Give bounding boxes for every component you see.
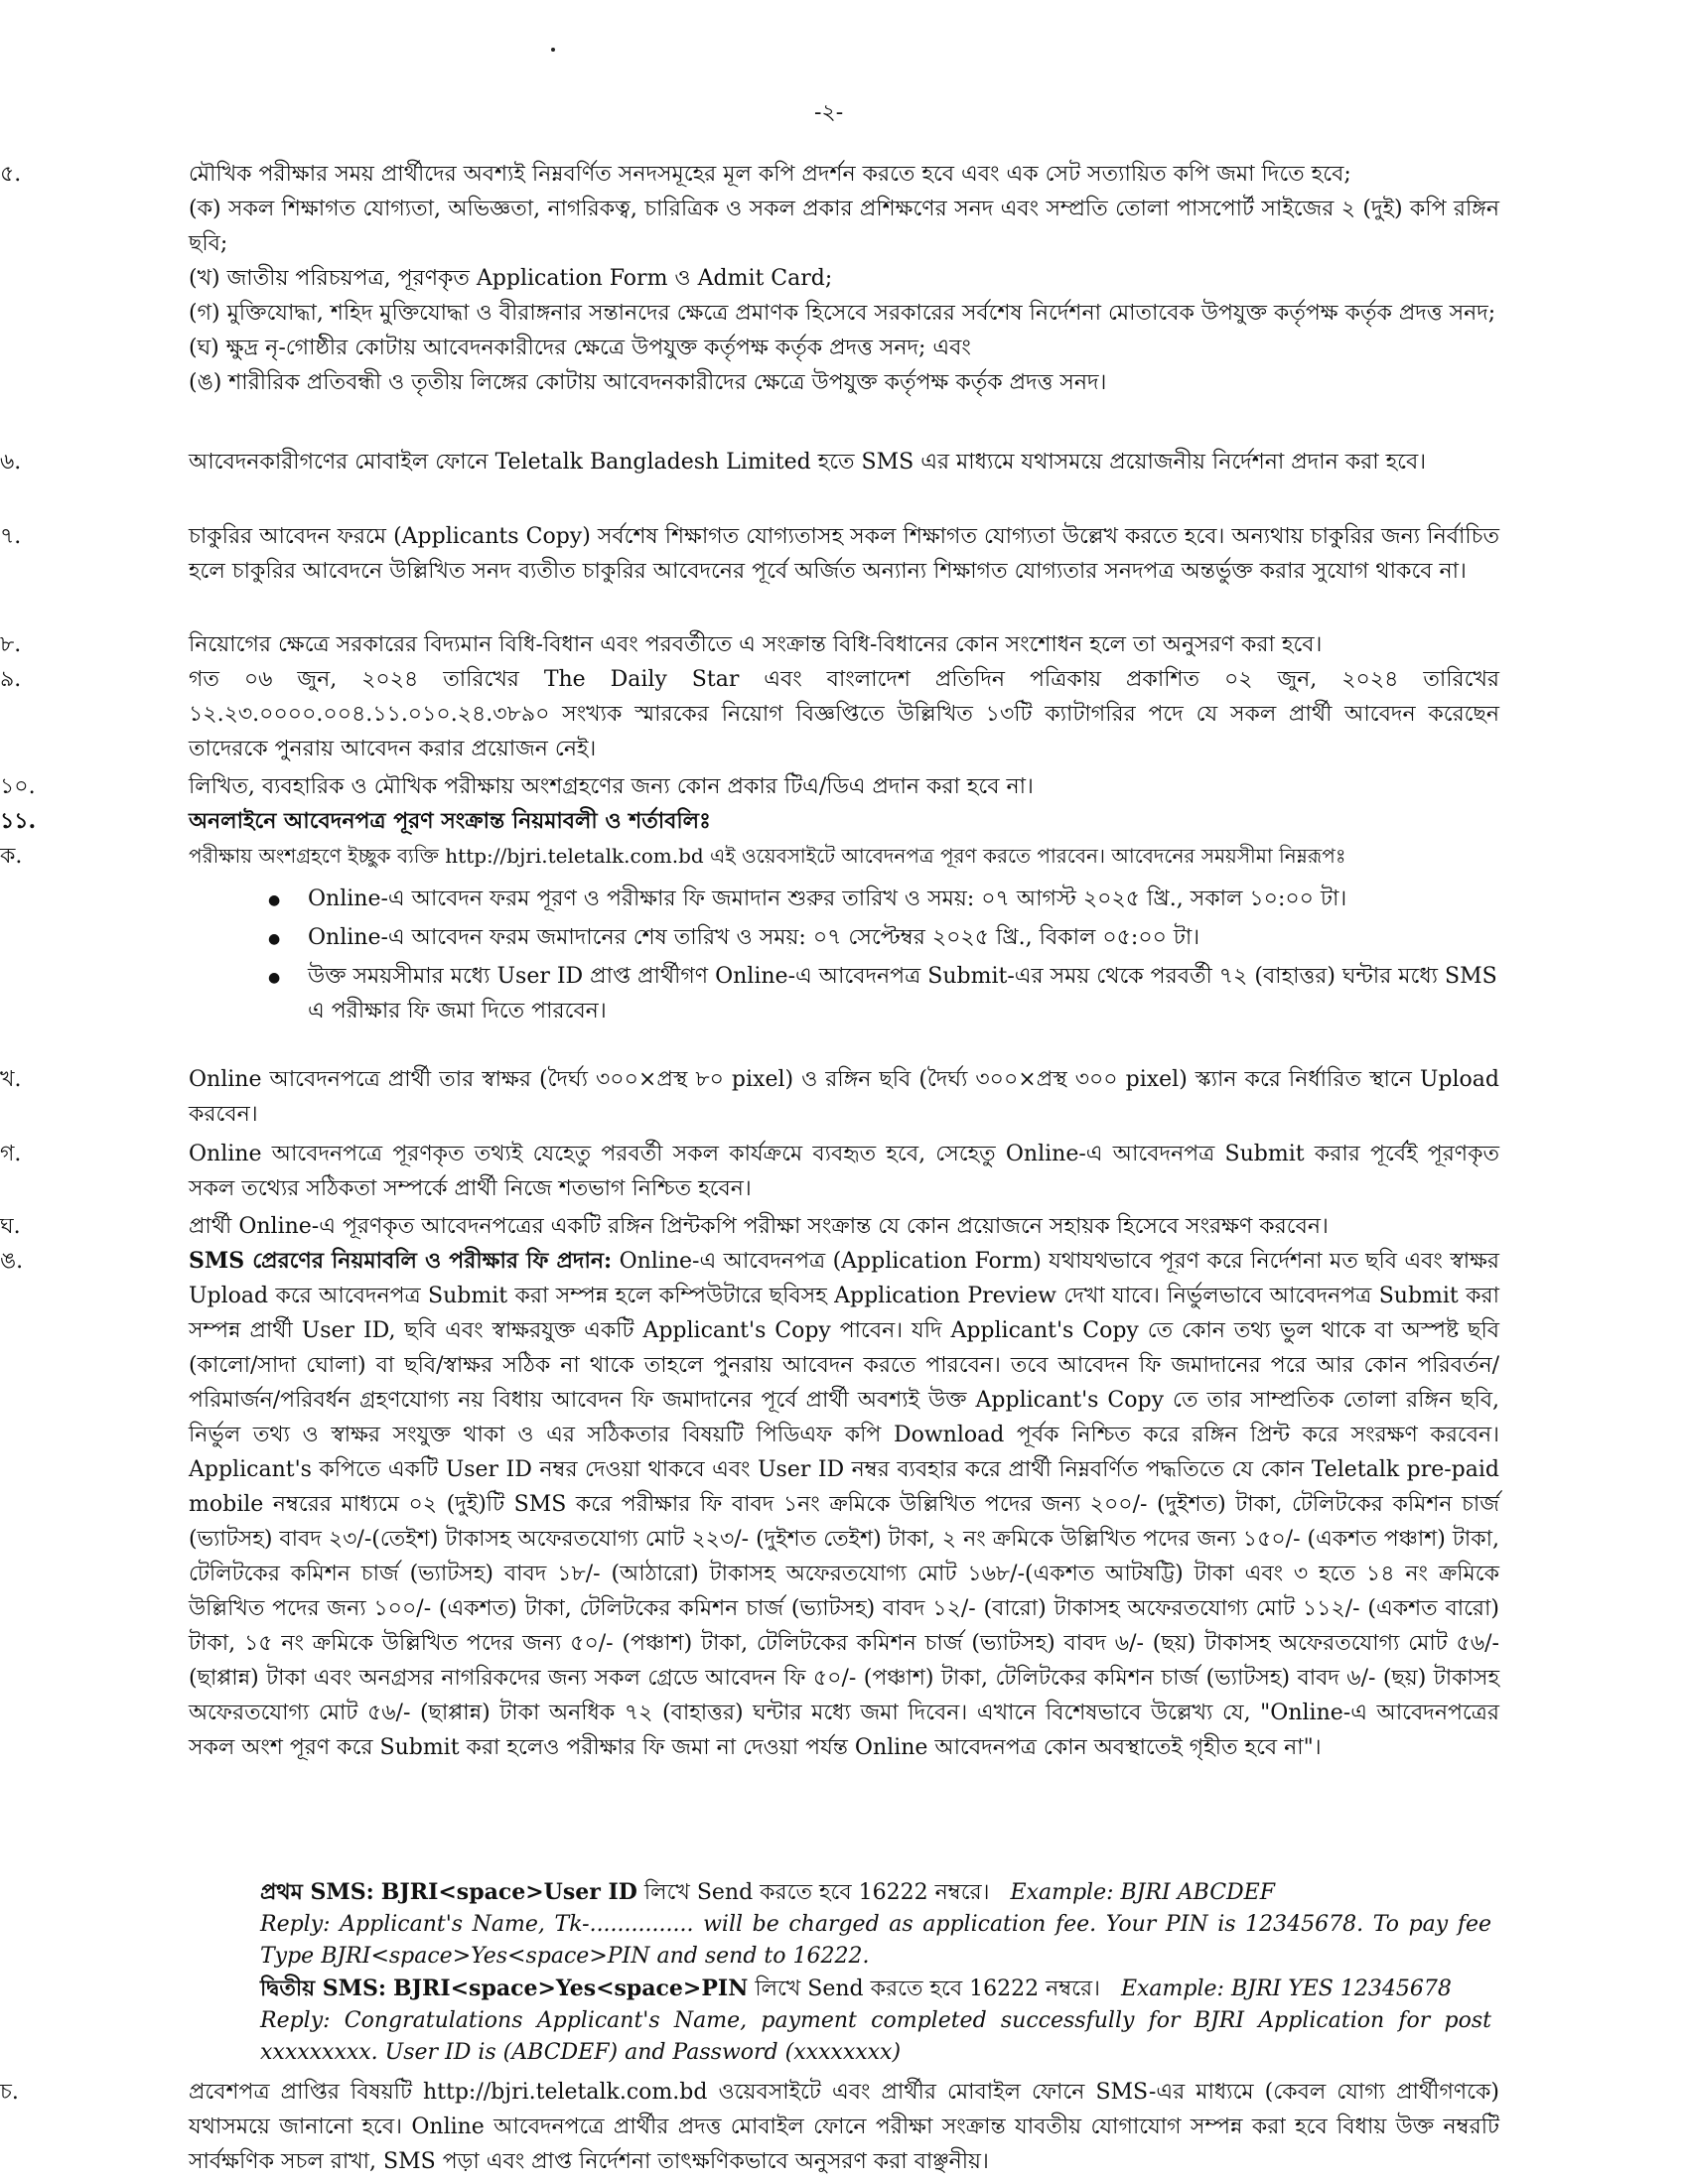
sms-second [260, 1973, 1491, 2005]
item-5-a: (ক) সকল শিক্ষাগত যোগ্যতা, অভিজ্ঞতা, নাগরিকত্ব, চারিত্রিক ও সকল প্রকার প্রশিক্ষণের সনদ এবং সম্প্রতি তোলা পাসপোর্ট সাইজের ২ (দুই) কপি রঙ্গিন ছবি; [189, 197, 1499, 256]
item-10-number: ১০. [0, 774, 36, 799]
item-8-number: ৮. [0, 632, 22, 657]
item-kha-text: Online আবেদনপত্রে প্রার্থী তার স্বাক্ষর (দৈর্ঘ্য ৩০০×প্রস্থ ৮০ pixel) ও রঙ্গিন ছবি (দৈর্ঘ্য ৩০০×প্রস্থ ৩০০ pixel) স্ক্যান করে নির্ধারিত স্থানে Upload করবেন। [189, 1067, 1499, 1127]
item-9 [0, 662, 1499, 766]
page-number: -২- [814, 100, 844, 125]
sms-first-reply: Reply: Applicant's Name, Tk-............... will be charged as application fee. Your PIN is 12345678. To pay fee Type BJRI<space>Yes<space>PIN and send to 16222. [260, 1912, 1491, 1969]
sms-first-command: BJRI<space>User ID [380, 1879, 637, 1905]
item-5-c: (গ) মুক্তিযোদ্ধা, শহিদ মুক্তিযোদ্ধা ও বীরাঙ্গনার সন্তানদের ক্ষেত্রে প্রমাণক হিসেবে সরকারের সর্বশেষ নির্দেশনা মোতাবেক উপযুক্ত কর্তৃপক্ষ কর্তৃক প্রদত্ত সনদ; [189, 301, 1496, 326]
item-11 [0, 804, 1499, 839]
item-gha-text: প্রার্থী Online-এ পূরণকৃত আবেদনপত্রের একটি রঙ্গিন প্রিন্টকপি পরীক্ষা সংক্রান্ত যে কোন প্রয়োজনে সহায়ক হিসেবে সংরক্ষণ করবেন। [189, 1214, 1329, 1239]
sms-second-command: BJRI<space>Yes<space>PIN [393, 1976, 749, 2001]
item-cha-text: প্রবেশপত্র প্রাপ্তির বিষয়টি http://bjri.teletalk.com.bd ওয়েবসাইটে এবং প্রার্থীর মোবাইল ফোনে SMS-এর মাধ্যমে (কেবল যোগ্য প্রার্থীগণকে) যথাসময়ে জানানো হবে। Online আবেদনপত্রে প্রার্থীর প্রদত্ত মোবাইল ফোনে পরীক্ষা সংক্রান্ত যাবতীয় যোগাযোগ সম্পন্ন করা হবে বিধায় উক্ত নম্বরটি সার্বক্ষণিক সচল রাখা, SMS পড়া এবং প্রাপ্ত নির্দেশনা তাৎক্ষণিকভাবে অনুসরণ করা বাঞ্ছনীয়। [189, 2080, 1499, 2174]
item-kha [0, 1062, 1499, 1132]
sms-second-label: দ্বিতীয় SMS: [260, 1976, 387, 2001]
item-5-lead: মৌখিক পরীক্ষার সময় প্রার্থীদের অবশ্যই নিম্নবর্ণিত সনদসমূহের মূল কপি প্রদর্শন করতে হবে এবং এক সেট সত্যায়িত কপি জমা দিতে হবে; [189, 162, 1351, 187]
item-6-number: ৬. [0, 450, 22, 475]
sms-first-label: প্রথম SMS: [260, 1879, 374, 1905]
item-kha-number: খ. [0, 1067, 22, 1092]
item-ga [0, 1137, 1499, 1206]
item-10 [0, 769, 1499, 804]
item-ga-number: গ. [0, 1142, 22, 1166]
item-ka-text: পরীক্ষায় অংশগ্রহণে ইচ্ছুক ব্যক্তি http://bjri.teletalk.com.bd এই ওয়েবসাইটে আবেদনপত্র পূরণ করতে পারবেন। আবেদনের সময়সীমা নিম্নরূপঃ [189, 844, 1346, 868]
deadline-bullets [268, 882, 1499, 1032]
sms-first-example: Example: BJRI ABCDEF [1010, 1880, 1275, 1905]
item-11-number: ১১. [0, 808, 37, 834]
item-cha [0, 2075, 1499, 2179]
item-ka [0, 839, 1499, 874]
sms-first-send: লিখে Send করতে হবে 16222 নম্বরে। [643, 1880, 990, 1905]
sms-first [260, 1876, 1491, 1909]
item-uma-heading: SMS প্রেরণের নিয়মাবলি ও পরীক্ষার ফি প্রদান: [189, 1248, 613, 1274]
item-7-text: চাকুরির আবেদন ফরমে (Applicants Copy) সর্বশেষ শিক্ষাগত যোগ্যতাসহ সকল শিক্ষাগত যোগ্যতা উল্লেখ করতে হবে। অন্যথায় চাকুরির জন্য নির্বাচিত হলে চাকুরির আবেদনে উল্লিখিত সনদ ব্যতীত চাকুরির আবেদনের পূর্বে অর্জিত অন্যান্য শিক্ষাগত যোগ্যতার সনদপত্র অন্তর্ভুক্ত করার সুযোগ থাকবে না। [189, 524, 1499, 584]
item-5-d: (ঘ) ক্ষুদ্র নৃ-গোষ্ঠীর কোটায় আবেদনকারীদের ক্ষেত্রে উপযুক্ত কর্তৃপক্ষ কর্তৃক প্রদত্ত সনদ; এবং [189, 336, 971, 360]
item-8 [0, 627, 1499, 662]
item-6-text: আবেদনকারীগণের মোবাইল ফোনে Teletalk Bangladesh Limited হতে SMS এর মাধ্যমে যথাসময়ে প্রয়োজনীয় নির্দেশনা প্রদান করা হবে। [189, 450, 1427, 475]
sms-second-reply: Reply: Congratulations Applicant's Name, payment completed successfully for BJRI Application for post xxxxxxxxx. User ID is (ABCDEF) and Password (xxxxxxxx) [260, 2008, 1491, 2065]
sms-instructions [260, 1876, 1491, 2069]
item-ga-text: Online আবেদনপত্রে পূরণকৃত তথ্যই যেহেতু পরবর্তী সকল কার্যক্রমে ব্যবহৃত হবে, সেহেতু Online-এ আবেদনপত্র Submit করার পূর্বেই পূরণকৃত সকল তথ্যের সঠিকতা সম্পর্কে প্রার্থী নিজে শতভাগ নিশ্চিত হবেন। [189, 1142, 1499, 1201]
sms-second-example: Example: BJRI YES 12345678 [1120, 1977, 1452, 2001]
item-uma-number: ঙ. [0, 1249, 24, 1274]
item-5-number: ৫. [0, 162, 22, 187]
item-gha [0, 1209, 1499, 1244]
item-uma-paragraph [189, 1244, 1499, 1765]
item-ka-number: ক. [0, 844, 23, 869]
item-uma-text: Online-এ আবেদনপত্র (Application Form) যথাযথভাবে পূরণ করে নির্দেশনা মত ছবি এবং স্বাক্ষর Upload করে আবেদনপত্র Submit করা সম্পন্ন হলে কম্পিউটারে ছবিসহ Application Preview দেখা যাবে। নির্ভুলভাবে আবেদনপত্র Submit করা সম্পন্ন প্রার্থী User ID, ছবি এবং স্বাক্ষরযুক্ত একটি Applicant's Copy পাবেন। যদি Applicant's Copy তে কোন তথ্য ভুল থাকে বা অস্পষ্ট ছবি (কালো/সাদা ঘোলা) বা ছবি/স্বাক্ষর সঠিক না থাকে তাহলে পুনরায় আবেদন করতে পারবেন। তবে আবেদন ফি জমাদানের পরে আর কোন পরিবর্তন/পরিমার্জন/পরিবর্ধন গ্রহণযোগ্য নয় বিধায় আবেদন ফি জমাদানের পূর্বে প্রার্থী অবশ্যই উক্ত Applicant's Copy তে তার সাম্প্রতিক তোলা রঙ্গিন ছবি, নির্ভুল তথ্য ও স্বাক্ষর সংযুক্ত থাকা ও এর সঠিকতার বিষয়টি পিডিএফ কপি Download পূর্বক নিশ্চিত করে রঙ্গিন প্রিন্ট করে সংরক্ষণ করবেন। Applicant's কপিতে একটি User ID নম্বর দেওয়া থাকবে এবং User ID নম্বর ব্যবহার করে প্রার্থী নিম্নবর্ণিত পদ্ধতিতে যে কোন Teletalk pre-paid mobile নম্বরের মাধ্যমে ০২ (দুই)টি SMS করে পরীক্ষার ফি বাবদ ১নং ক্রমিকে উল্লিখিত পদের জন্য ২০০/- (দুইশত) টাকা, টেলিটকের কমিশন চার্জ (ভ্যাটসহ) বাবদ ২৩/-(তেইশ) টাকাসহ অফেরতযোগ্য মোট ২২৩/- (দুইশত তেইশ) টাকা, ২ নং ক্রমিকে উল্লিখিত পদের জন্য ১৫০/- (একশত পঞ্চাশ) টাকা, টেলিটকের কমিশন চার্জ (ভ্যাটসহ) বাবদ ১৮/- (আঠারো) টাকাসহ অফেরতযোগ্য মোট ১৬৮/-(একশত আটষট্টি) টাকা এবং ৩ হতে ১৪ নং ক্রমিকে উল্লিখিত পদের জন্য ১০০/- (একশত) টাকা, টেলিটকের কমিশন চার্জ (ভ্যাটসহ) বাবদ ১২/- (বারো) টাকাসহ অফেরতযোগ্য মোট ১১২/- (একশত বারো) টাকা, ১৫ নং ক্রমিকে উল্লিখিত পদের জন্য ৫০/- (পঞ্চাশ) টাকা, টেলিটকের কমিশন চার্জ (ভ্যাটসহ) বাবদ ৬/- (ছয়) টাকাসহ অফেরতযোগ্য মোট ৫৬/- (ছাপ্পান্ন) টাকা এবং অনগ্রসর নাগরিকদের জন্য সকল গ্রেডে আবেদন ফি ৫০/- (পঞ্চাশ) টাকা, টেলিটকের কমিশন চার্জ (ভ্যাটসহ) বাবদ ৬/- (ছয়) টাকাসহ অফেরতযোগ্য মোট ৫৬/- (ছাপ্পান্ন) টাকা অনধিক ৭২ (বাহাত্তর) ঘন্টার মধ্যে জমা দিবেন। এখানে বিশেষভাবে উল্লেখ্য যে, "Online-এ আবেদনপত্রের সকল অংশ পূরণ করে Submit করা হলেও পরীক্ষার ফি জমা না দেওয়া পর্যন্ত Online আবেদনপত্র কোন অবস্থাতেই গৃহীত হবে না"। [189, 1249, 1499, 1760]
item-5-b: (খ) জাতীয় পরিচয়পত্র, পূরণকৃত Application Form ও Admit Card; [189, 266, 833, 291]
item-9-text: গত ০৬ জুন, ২০২৪ তারিখের The Daily Star এবং বাংলাদেশ প্রতিদিন পত্রিকায় প্রকাশিত ০২ জুন, ২০২৪ তারিখের ১২.২৩.০০০০.০০৪.১১.০১০.২৪.৩৮৯০ সংখ্যক স্মারকের নিয়োগ বিজ্ঞপ্তিতে উল্লিখিত ১৩টি ক্যাটাগরির পদে যে সকল প্রার্থী আবেদন করেছেন তাদেরকে পুনরায় আবেদন করার প্রয়োজন নেই। [189, 667, 1499, 761]
item-8-text: নিয়োগের ক্ষেত্রে সরকারের বিদ্যমান বিধি-বিধান এবং পরবর্তীতে এ সংক্রান্ত বিধি-বিধানের কোন সংশোধন হলে তা অনুসরণ করা হবে। [189, 632, 1323, 657]
bullet-end-date: ● Online-এ আবেদন ফরম জমাদানের শেষ তারিখ ও সময়: ০৭ সেপ্টেম্বর ২০২৫ খ্রি., বিকাল ০৫:০০ টা। [268, 920, 1499, 955]
item-10-text: লিখিত, ব্যবহারিক ও মৌখিক পরীক্ষায় অংশগ্রহণের জন্য কোন প্রকার টিএ/ডিএ প্রদান করা হবে না। [189, 774, 1034, 799]
item-uma [0, 1244, 1499, 1765]
bullet-start-date: ● Online-এ আবেদন ফরম পূরণ ও পরীক্ষার ফি জমাদান শুরুর তারিখ ও সময়: ০৭ আগস্ট ২০২৫ খ্রি., সকাল ১০:০০ টা। [268, 882, 1499, 916]
item-7-number: ৭. [0, 524, 22, 549]
item-7 [0, 519, 1499, 589]
scan-speck [551, 48, 555, 52]
item-6 [0, 445, 1499, 479]
item-cha-number: চ. [0, 2080, 19, 2105]
bullet-fee-window: ● উক্ত সময়সীমার মধ্যে User ID প্রাপ্ত প্রার্থীগণ Online-এ আবেদনপত্র Submit-এর সময় থেকে পরবর্তী ৭২ (বাহাত্তর) ঘন্টার মধ্যে SMS এ পরীক্ষার ফি জমা দিতে পারবেন। [268, 959, 1499, 1028]
item-gha-number: ঘ. [0, 1214, 21, 1239]
item-5-e: (ঙ) শারীরিক প্রতিবন্ধী ও তৃতীয় লিঙ্গের কোটায় আবেদনকারীদের ক্ষেত্রে উপযুক্ত কর্তৃপক্ষ কর্তৃক প্রদত্ত সনদ। [189, 370, 1107, 395]
item-5 [0, 157, 1499, 400]
item-9-number: ৯. [0, 667, 22, 692]
sms-second-send: লিখে Send করতে হবে 16222 নম্বরে। [755, 1977, 1100, 2001]
item-11-heading: অনলাইনে আবেদনপত্র পূরণ সংক্রান্ত নিয়মাবলী ও শর্তাবলিঃ [189, 808, 711, 834]
